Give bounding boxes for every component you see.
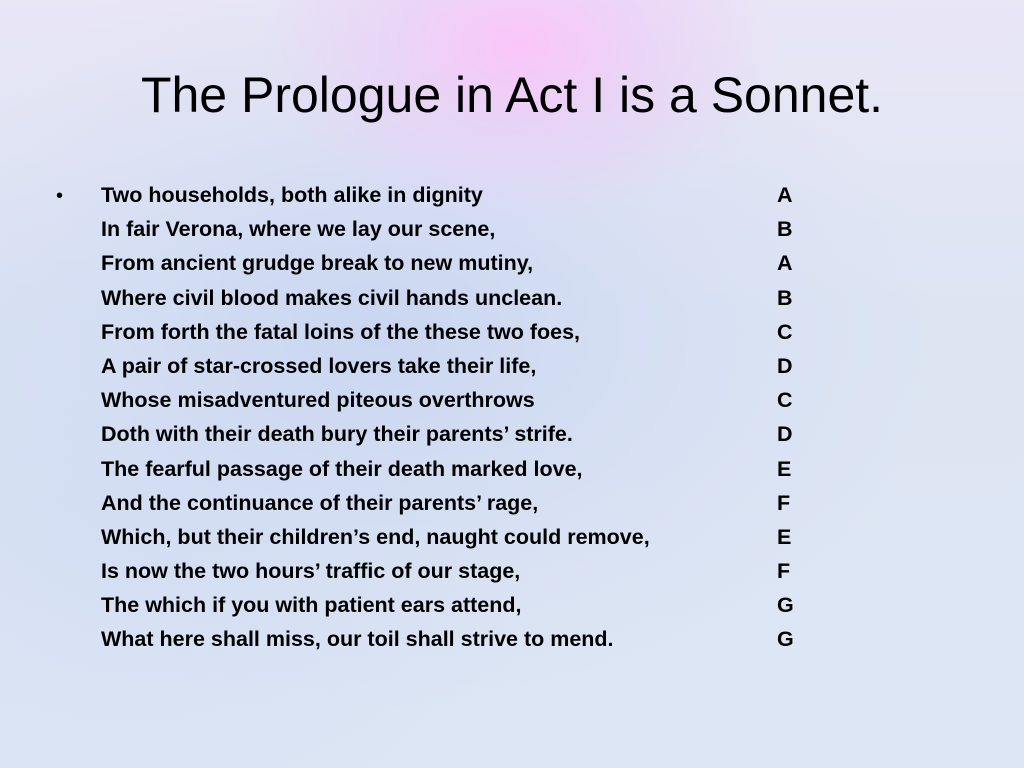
rhyme-letter: E	[777, 456, 792, 481]
sonnet-line	[101, 486, 861, 520]
sonnet-line	[101, 417, 861, 451]
rhyme-letter: E	[777, 524, 792, 549]
sonnet-line	[101, 554, 861, 588]
rhyme-letter: G	[777, 627, 794, 652]
sonnet-line-text: Doth with their death bury their parents’ strife.	[101, 422, 573, 447]
sonnet-line	[101, 281, 861, 315]
rhyme-letter: A	[777, 251, 793, 276]
rhyme-letter: G	[777, 593, 794, 618]
slide-title: The Prologue in Act I is a Sonnet.	[140, 67, 884, 123]
rhyme-letter: C	[777, 319, 793, 344]
sonnet-line-text: From forth the fatal loins of the these two foes,	[101, 319, 580, 344]
sonnet-line	[101, 212, 861, 246]
sonnet-line	[101, 349, 861, 383]
sonnet-line-text: The fearful passage of their death marked love,	[101, 456, 583, 481]
sonnet-line-text: Whose misadventured piteous overthrows	[101, 388, 535, 413]
sonnet-line-text: From ancient grudge break to new mutiny,	[101, 251, 534, 276]
sonnet-line	[101, 520, 861, 554]
rhyme-letter: A	[777, 183, 793, 207]
sonnet-line-text: In fair Verona, where we lay our scene,	[101, 217, 496, 242]
bullet-point: •	[56, 185, 64, 207]
sonnet-line	[101, 383, 861, 417]
sonnet-line	[101, 246, 861, 280]
sonnet-line	[101, 622, 861, 656]
sonnet-line-text: And the continuance of their parents’ rage,	[101, 490, 539, 515]
rhyme-letter: D	[777, 353, 793, 378]
rhyme-letter: F	[777, 559, 791, 584]
rhyme-letter: F	[777, 490, 791, 515]
sonnet-line-text: Is now the two hours’ traffic of our stage,	[101, 559, 521, 584]
rhyme-letter: B	[777, 217, 793, 242]
sonnet-line-text: A pair of star-crossed lovers take their life,	[101, 353, 537, 378]
sonnet-line	[101, 315, 861, 349]
sonnet-line-text: What here shall miss, our toil shall strive to mend.	[101, 627, 614, 652]
rhyme-letter: B	[777, 285, 793, 310]
sonnet-line	[101, 588, 861, 622]
sonnet-line-text: The which if you with patient ears attend,	[101, 593, 522, 618]
sonnet-line	[101, 178, 861, 212]
sonnet-lines	[101, 178, 861, 657]
rhyme-letter: D	[777, 422, 793, 447]
sonnet-line-text: Two households, both alike in dignity	[101, 183, 483, 207]
rhyme-letter: C	[777, 388, 793, 413]
sonnet-line	[101, 452, 861, 486]
sonnet-line-text: Where civil blood makes civil hands unclean.	[101, 285, 563, 310]
sonnet-line-text: Which, but their children’s end, naught could remove,	[101, 524, 650, 549]
